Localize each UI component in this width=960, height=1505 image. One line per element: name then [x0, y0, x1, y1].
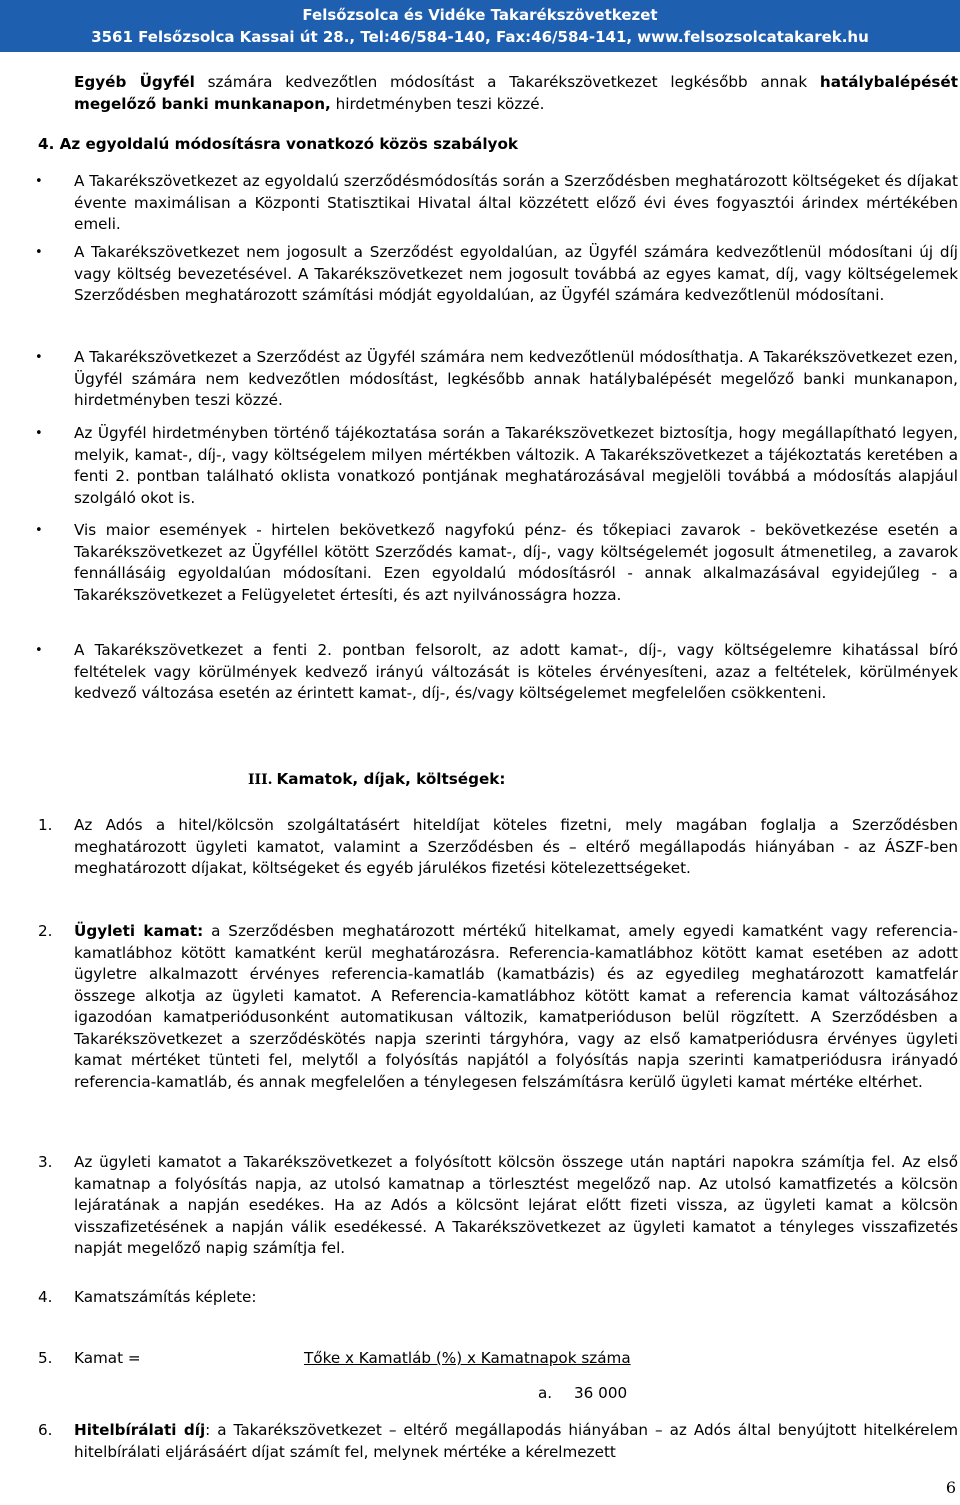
bullet-item: A Takarékszövetkezet nem jogosult a Szerződést egyoldalúan, az Ügyfél számára kedvezőtlenül módosítani új díj vagy költség bevezetésével. A Takarékszövetkezet nem jogosult továbbá az egyes kamat, díj, vagy költségelemek Szerződésben meghatározott számítási módját egyoldalúan, az Ügyfél számára kedvezőtlenül módosítani. — [74, 243, 958, 304]
item-2-body: a Szerződésben meghatározott mértékű hitelkamat, amely egyedi kamatként vagy referencia-kamatlábhoz kötött kamatként kerül meghatározásra. Referencia-kamatlábhoz kötött kamat esetében az adott ügyletre alkalmazott érvényes referencia-kamatláb (kamatbázis) és az egyedileg meghatározott kamatfelár összege alkotja az ügyleti kamatot. A Referencia-kamatlábhoz kötött kamat a referencia kamat változásához igazodóan kamatperiódusonként automatikusan változik, kamatperióduson belül rögzített. A Szerződésben a Takarékszövetkezet a szerződéskötés napja szerinti tárgyhóra, vagy az első kamatperiódusra érvényes ügyleti kamat mértéket tünteti fel, melytől a folyósítás napjától a folyósítás napja szerinti kamatperiódusra irányadó referencia-kamatláb, és annak megfelelően a ténylegesen felszámításra kerülő ügyleti kamat mértéke eltérhet. — [74, 922, 959, 1091]
page-number: 6 — [945, 1478, 956, 1497]
bullet-item: A Takarékszövetkezet az egyoldalú szerződésmódosítás során a Szerződésben meghatározott költségeket és díjakat évente maximálisan a Központi Statisztikai Hivatal által közzétett előző évi éves fogyasztói árindex mértékében emeli. — [74, 172, 958, 233]
item-2-bold: Ügyleti kamat: — [74, 922, 204, 940]
bullet-icon: • — [35, 523, 43, 538]
bullet-icon: • — [35, 350, 43, 365]
intro-bold-a: Egyéb Ügyfél — [74, 73, 195, 91]
item-number: 3. — [38, 1153, 53, 1171]
bullet-icon: • — [35, 643, 43, 658]
section-3-title: Kamatok, díjak, költségek: — [276, 770, 506, 788]
formula-denominator-prefix: a. — [538, 1384, 553, 1402]
formula-denominator: 36 000 — [574, 1384, 628, 1402]
item-number: 4. — [38, 1288, 53, 1306]
intro-bold-b: hatálybalépését megelőző banki munkanapon, — [74, 73, 958, 113]
intro-text-b: hirdetményben teszi közzé. — [330, 94, 545, 113]
page-header — [0, 0, 960, 52]
section-4-heading: 4. Az egyoldalú módosításra vonatkozó közös szabályok — [38, 135, 518, 153]
item-4-text: Kamatszámítás képlete: — [74, 1288, 257, 1306]
intro-text-a: számára kedvezőtlen módosítást a Takarékszövetkezet legkésőbb annak — [194, 73, 820, 91]
item-number: 1. — [38, 816, 53, 834]
bullet-item: A Takarékszövetkezet a fenti 2. pontban felsorolt, az adott kamat-, díj-, vagy költségelemre kihatással bíró feltételek vagy körülmények kedvező irányú változását is köteles érvényesíteni, azaz a feltételek, körülmények kedvező változása esetén az érintett kamat-, díj-, és/vagy költségelemet megfelelően csökkenteni. — [74, 641, 958, 702]
bullet-item: Az Ügyfél hirdetményben történő tájékoztatása során a Takarékszövetkezet biztosítja, hogy megállapítható legyen, melyik, kamat-, díj-, vagy költségelem milyen mértékben változik. A Takarékszövetkezet a tájékoztatás keretében a fenti 2. pontban található oklista vonatkozó pontjának meghatározásával megjelöli továbbá a módosítás alapjául szolgáló okot is. — [74, 424, 958, 507]
header-title: Felsőzsolca és Vidéke Takarékszövetkezet — [302, 6, 658, 24]
formula-numerator: Tőke x Kamatláb (%) x Kamatnapok száma — [304, 1349, 631, 1367]
bullet-item: A Takarékszövetkezet a Szerződést az Ügyfél számára nem kedvezőtlenül módosíthatja. A Takarékszövetkezet ezen, Ügyfél számára nem kedvezőtlen módosítást, legkésőbb annak hatálybalépését megelőző banki munkanapon, hirdetményben teszi közzé. — [74, 348, 958, 409]
section-3-roman: III. — [248, 772, 273, 788]
item-number: 2. — [38, 922, 53, 940]
item-2-text — [74, 921, 958, 1093]
item-6-body: : a Takarékszövetkezet – eltérő megállapodás hiányában – az Adós által benyújtott hitelkérelem hitelbírálati eljárásáért díjat számít fel, melynek mértéke a kérelmezett — [74, 1421, 958, 1461]
item-1-text: Az Adós a hitel/kölcsön szolgáltatásért hiteldíjat köteles fizetni, mely magában foglalja a Szerződésben meghatározott ügyleti kamatot, valamint a Szerződésben és – eltérő megállapodás hiányában - az ÁSZF-ben meghatározott díjakat, költségeket és egyéb járulékos fizetési kötelezettségeket. — [74, 816, 958, 877]
item-number: 6. — [38, 1421, 53, 1439]
bullet-icon: • — [35, 174, 43, 189]
item-6-text — [74, 1420, 958, 1463]
item-number: 5. — [38, 1349, 53, 1367]
bullet-item: Vis maior események - hirtelen bekövetkező nagyfokú pénz- és tőkepiaci zavarok - bekövetkezése esetén a Takarékszövetkezet az Ügyféllel kötött Szerződés kamat-, díj-, vagy költségelemét jogosult átmenetileg, a zavarok fennállásáig egyoldalúan módosítani. Ezen egyoldalú módosításról - annak alkalmazásával egyidejűleg - a Takarékszövetkezet a Felügyeletet értesíti, és azt nyilvánosságra hozza. — [74, 521, 958, 604]
item-6-bold: Hitelbírálati díj — [74, 1421, 206, 1439]
item-3-text: Az ügyleti kamatot a Takarékszövetkezet a folyósított kölcsön összege után naptári napokra számítja fel. Az első kamatnap a folyósítás napja, az utolsó kamatnap a törlesztést megelőző nap. Az utolsó kamatfizetés a kölcsön lejáratának a napján esedékes. Ha az Adós a kölcsönt lejárat előtt fizeti vissza, az ügyleti kamat a kölcsön visszafizetésének a napján válik esedékessé. A Takarékszövetkezet az ügyleti kamatot a tényleges visszafizetés napját megelőző napig számítja fel. — [74, 1153, 958, 1257]
header-contact: 3561 Felsőzsolca Kassai út 28., Tel:46/584-140, Fax:46/584-141, www.felsozsolcatakarek.hu — [91, 28, 869, 46]
formula-label: Kamat = — [74, 1349, 141, 1367]
intro-paragraph — [74, 72, 958, 115]
section-3-heading — [248, 770, 505, 788]
bullet-icon: • — [35, 245, 43, 260]
bullet-icon: • — [35, 426, 43, 441]
